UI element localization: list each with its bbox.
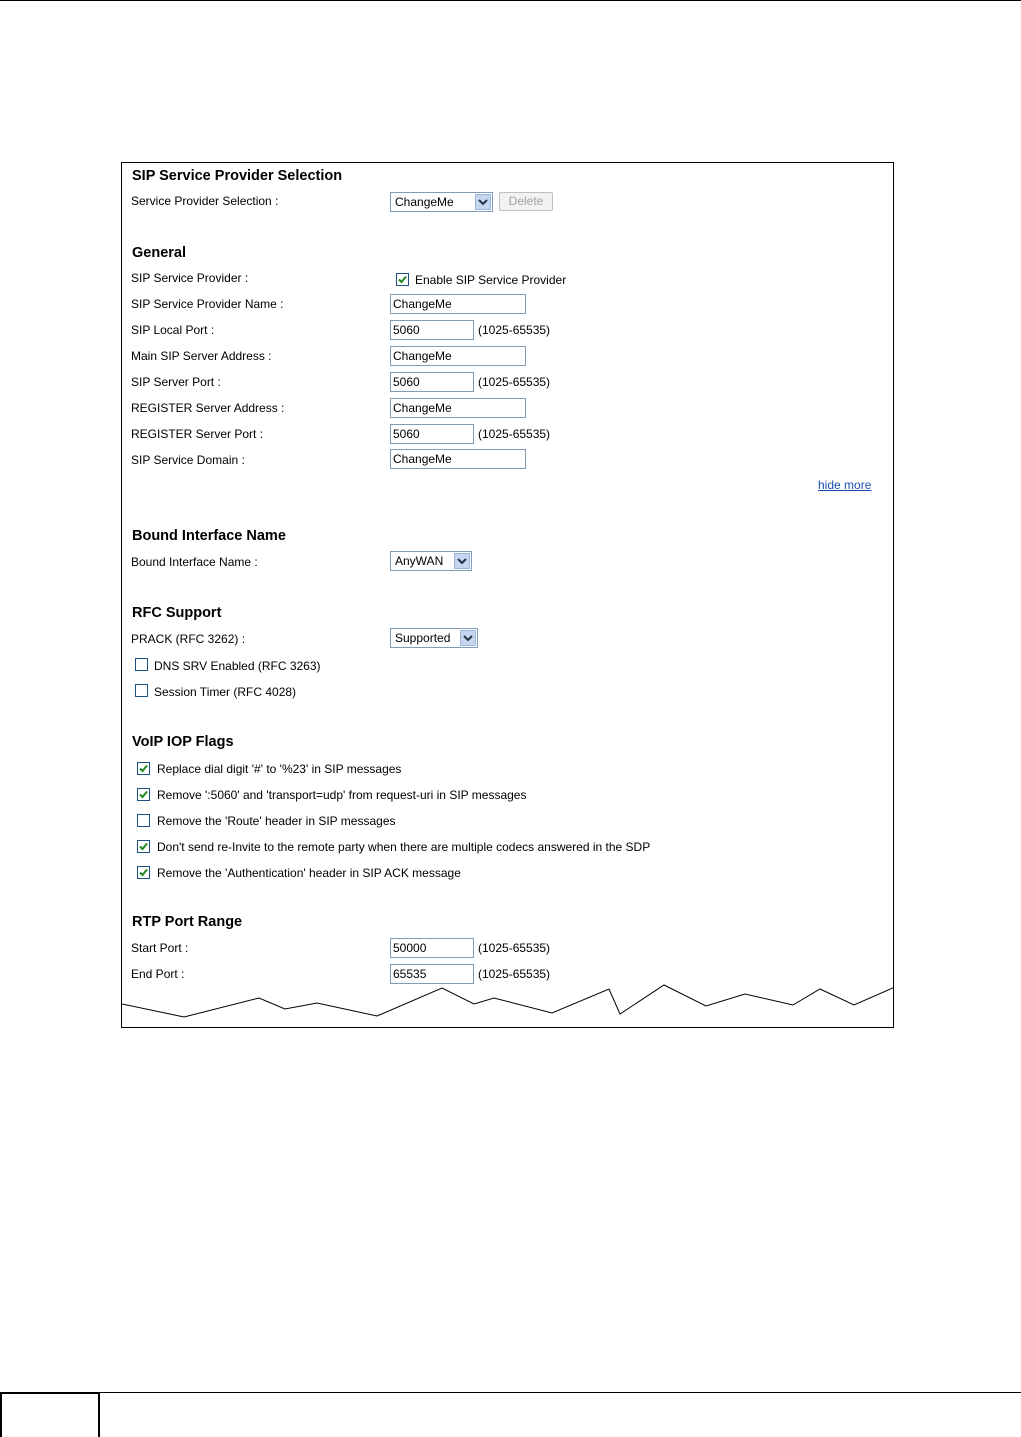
section-title-provider: SIP Service Provider Selection	[132, 168, 343, 184]
register-server-port-input[interactable]: 5060	[390, 424, 474, 444]
main-sip-server-address-input[interactable]: ChangeMe	[390, 346, 526, 366]
section-title-rfc-support: RFC Support	[132, 605, 222, 621]
end-port-input[interactable]: 65535	[390, 964, 474, 984]
sip-service-domain-input[interactable]: ChangeMe	[390, 449, 526, 469]
provider-select-value: ChangeMe	[395, 195, 454, 209]
footer-rule	[100, 1392, 1021, 1393]
iop-flag-label: Don't send re-Invite to the remote party when there are multiple codecs answered in the SDP	[157, 840, 651, 854]
page-top-rule	[0, 0, 1021, 1]
port-range-hint: (1025-65535)	[478, 323, 551, 337]
iop-flag-label: Replace dial digit '#' to '%23' in SIP messages	[157, 762, 402, 776]
field-label: SIP Local Port :	[131, 323, 215, 337]
start-port-label: Start Port :	[131, 941, 189, 955]
field-label: Main SIP Server Address :	[131, 349, 272, 363]
iop-flag-label: Remove the 'Authentication' header in SIP ACK message	[157, 866, 461, 880]
torn-edge-line	[122, 163, 894, 1028]
section-title-bound-interface: Bound Interface Name	[132, 528, 286, 544]
iop-flag-label: Remove ':5060' and 'transport=udp' from request-uri in SIP messages	[157, 788, 527, 802]
field-label: REGISTER Server Port :	[131, 427, 264, 441]
end-port-label: End Port :	[131, 967, 185, 981]
iop-flag-label: Remove the 'Route' header in SIP messages	[157, 814, 396, 828]
bound-interface-value: AnyWAN	[395, 554, 444, 568]
register-server-address-input[interactable]: ChangeMe	[390, 398, 526, 418]
provider-selection-label: Service Provider Selection :	[131, 194, 279, 208]
prack-select-value: Supported	[395, 631, 451, 645]
delete-button[interactable]: Delete	[499, 192, 553, 211]
field-label: SIP Service Domain :	[131, 453, 245, 467]
field-label: SIP Service Provider Name :	[131, 297, 284, 311]
field-label: REGISTER Server Address :	[131, 401, 285, 415]
page-number-box	[0, 1392, 100, 1437]
sip-provider-name-input[interactable]: ChangeMe	[390, 294, 526, 314]
hide-more-link[interactable]: hide more	[818, 478, 872, 492]
port-range-hint: (1025-65535)	[478, 375, 551, 389]
port-range-hint: (1025-65535)	[478, 967, 551, 981]
section-title-general: General	[132, 245, 186, 261]
sip-local-port-input[interactable]: 5060	[390, 320, 474, 340]
prack-label: PRACK (RFC 3262) :	[131, 632, 246, 646]
enable-sip-provider-label: Enable SIP Service Provider	[415, 273, 567, 287]
dns-srv-label: DNS SRV Enabled (RFC 3263)	[154, 659, 321, 673]
field-label: SIP Server Port :	[131, 375, 221, 389]
start-port-input[interactable]: 50000	[390, 938, 474, 958]
sip-config-panel	[121, 162, 894, 1028]
bound-interface-label: Bound Interface Name :	[131, 555, 258, 569]
sip-server-port-input[interactable]: 5060	[390, 372, 474, 392]
port-range-hint: (1025-65535)	[478, 941, 551, 955]
section-title-rtp-port-range: RTP Port Range	[132, 914, 243, 930]
section-title-iop-flags: VoIP IOP Flags	[132, 734, 234, 750]
session-timer-label: Session Timer (RFC 4028)	[154, 685, 297, 699]
sip-service-provider-label: SIP Service Provider :	[131, 271, 249, 285]
port-range-hint: (1025-65535)	[478, 427, 551, 441]
